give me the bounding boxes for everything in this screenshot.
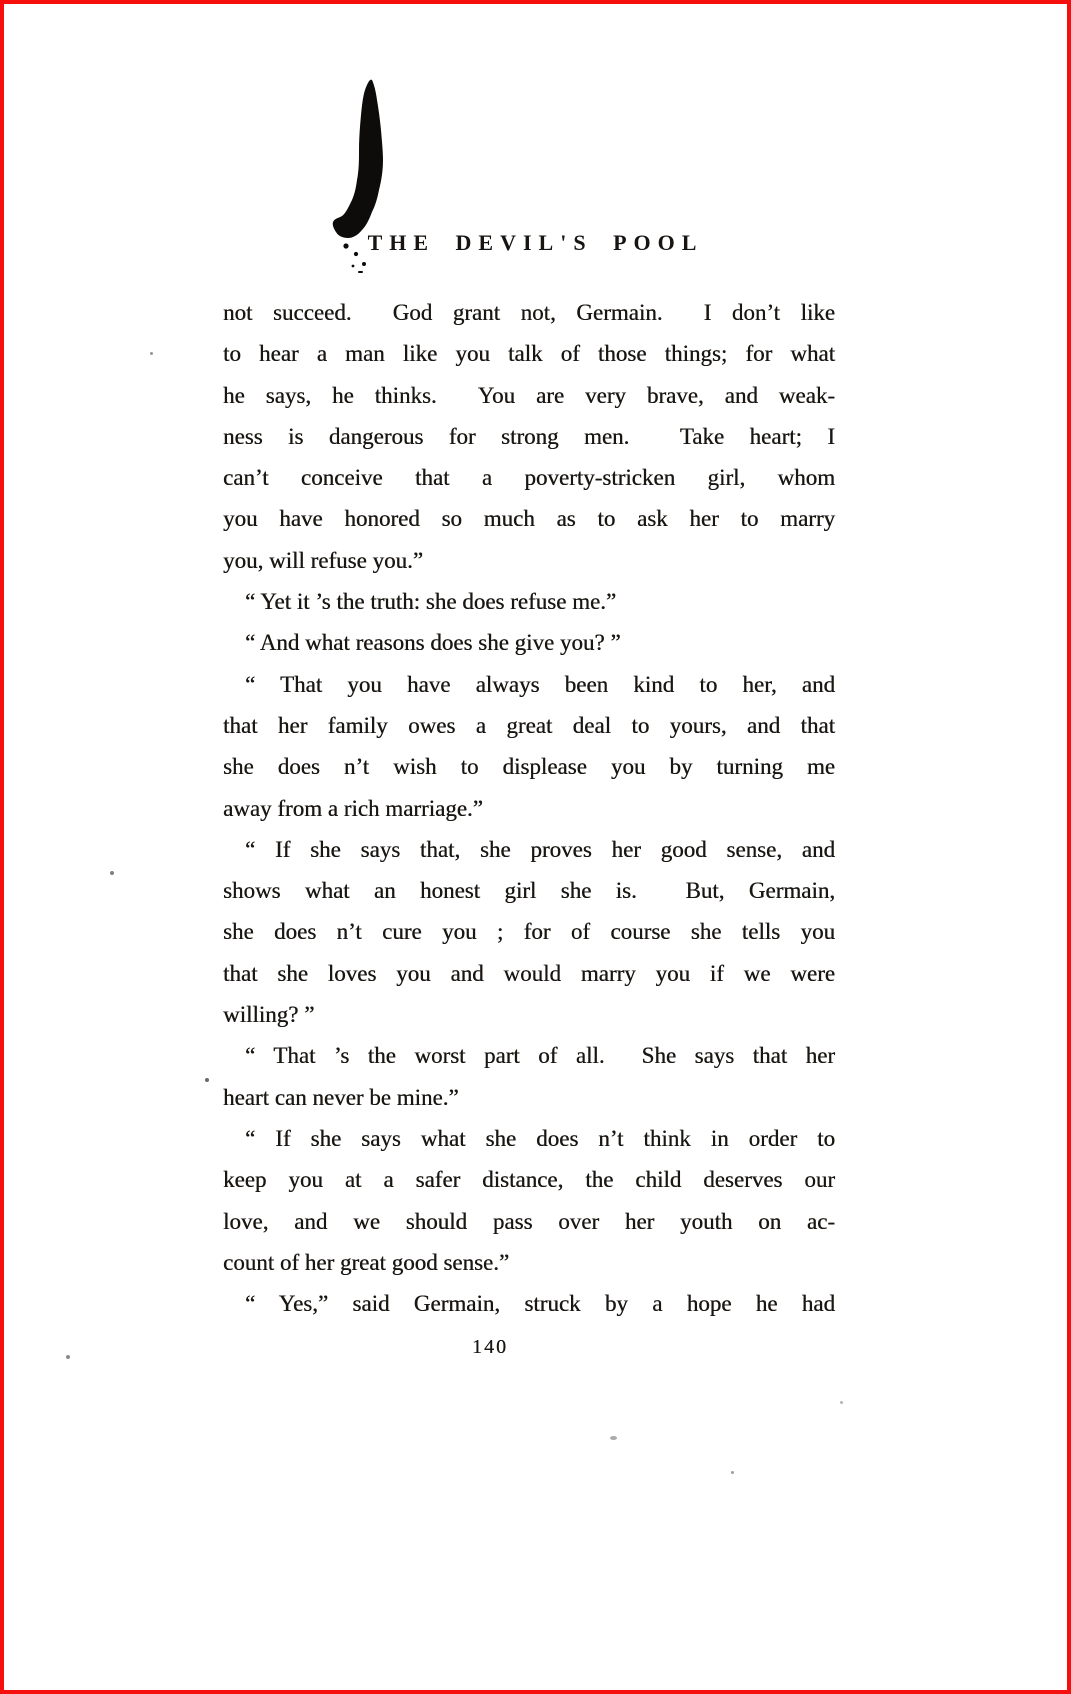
text-line: “ That ’s the worst part of all. She says that her: [245, 1043, 835, 1069]
text-line: ness is dangerous for strong men. Take heart; I: [223, 423, 835, 449]
scan-edge-bottom: [0, 1690, 1071, 1694]
scan-speck: [150, 352, 153, 355]
text-line: you, will refuse you.”: [223, 547, 423, 573]
text-line: not succeed. God grant not, Germain. I don’t like: [223, 300, 835, 325]
text-line: can’t conceive that a poverty-stricken girl, whom: [223, 465, 835, 491]
text-line: “ And what reasons does she give you? ”: [245, 630, 621, 656]
text-line: “ Yes,” said Germain, struck by a hope he had: [245, 1291, 835, 1317]
text-line: “ That you have always been kind to her, and: [245, 671, 835, 697]
text-line: away from a rich marriage.”: [223, 795, 483, 821]
text-line: love, and we should pass over her youth on ac-: [223, 1208, 835, 1234]
scan-speck: [66, 1355, 70, 1359]
text-line: shows what an honest girl she is. But, Germain,: [223, 878, 835, 904]
scan-speck: [731, 1471, 734, 1474]
scan-edge-top: [0, 0, 1071, 4]
scan-speck: [610, 1436, 617, 1440]
scan-speck: [840, 1401, 843, 1404]
body-text: [223, 292, 835, 1324]
text-line: she does n’t wish to displease you by turning me: [223, 754, 835, 780]
text-line: keep you at a safer distance, the child deserves our: [223, 1167, 835, 1193]
scan-edge-left: [0, 0, 4, 1694]
text-line: heart can never be mine.”: [223, 1084, 459, 1110]
text-line: “ If she says that, she proves her good sense, and: [245, 836, 835, 862]
text-line: “ If she says what she does n’t think in order to: [245, 1125, 835, 1151]
running-header-title: THE DEVIL'S POOL: [367, 230, 704, 255]
text-line: that her family owes a great deal to yours, and that: [223, 712, 835, 738]
text-line: you have honored so much as to ask her to marry: [223, 506, 835, 532]
text-line: “ Yet it ’s the truth: she does refuse me.”: [245, 589, 617, 615]
scan-speck: [205, 1078, 209, 1082]
text-line: she does n’t cure you ; for of course she tells you: [223, 919, 835, 945]
page-number: 140: [472, 1336, 508, 1358]
text-line: that she loves you and would marry you if we were: [223, 960, 835, 986]
scan-speck: [110, 871, 114, 875]
text-line: he says, he thinks. You are very brave, and weak-: [223, 382, 835, 408]
scan-edge-right: [1067, 0, 1071, 1694]
text-line: willing? ”: [223, 1002, 315, 1028]
text-line: to hear a man like you talk of those things; for what: [223, 341, 835, 367]
text-line: count of her great good sense.”: [223, 1249, 510, 1275]
